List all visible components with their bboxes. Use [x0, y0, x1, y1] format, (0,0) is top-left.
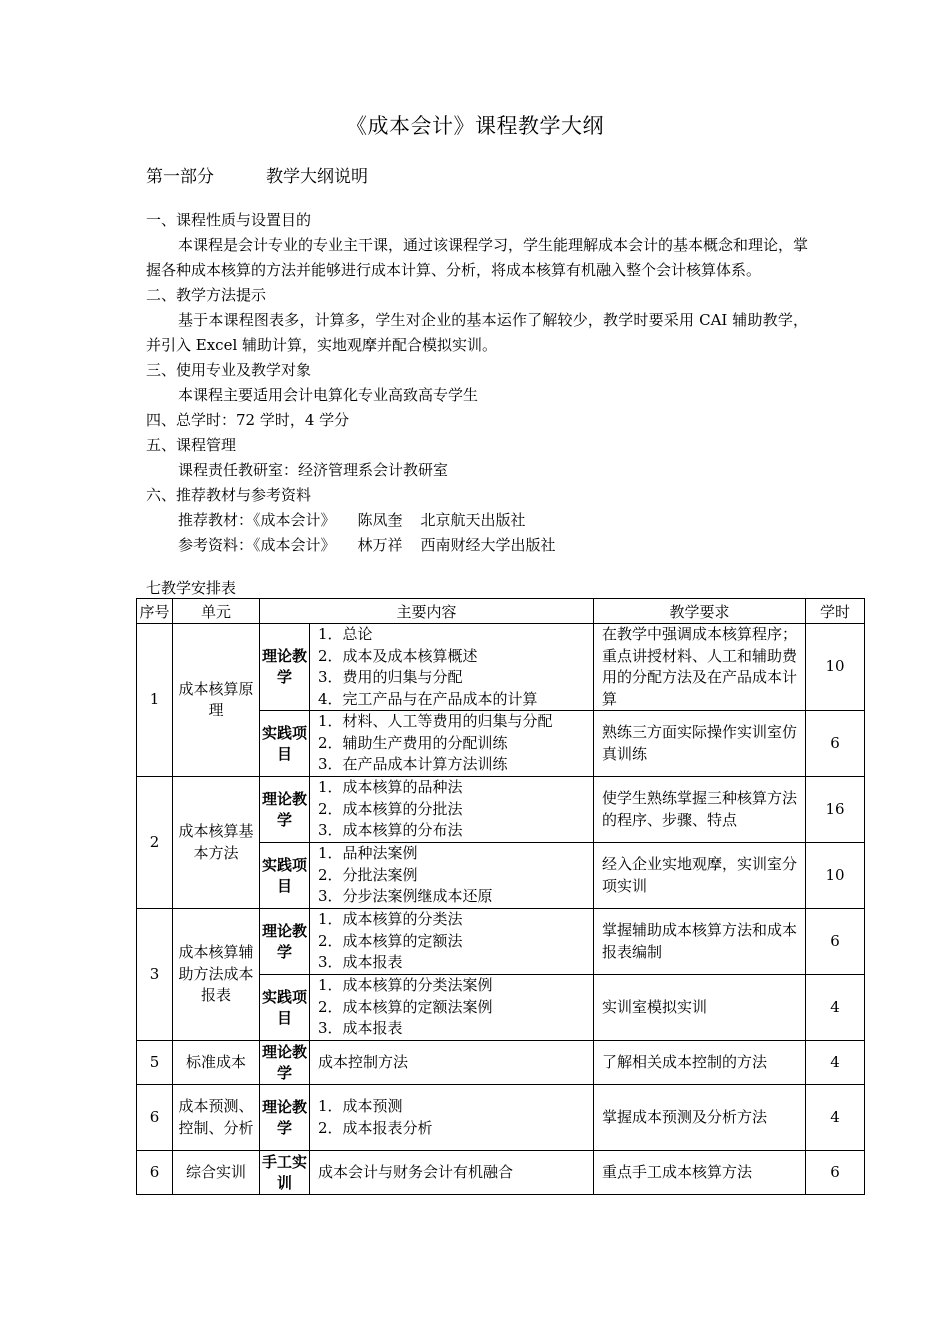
section-heading: 三、使用专业及教学对象 [146, 361, 312, 379]
table-row [137, 909, 865, 975]
content-item: 1．成本核算的分类法 [318, 910, 463, 929]
content-item: 1．成本核算的分类法案例 [318, 976, 493, 995]
table-row [137, 1041, 865, 1085]
hours-value: 4 [806, 1085, 865, 1151]
content-items [310, 711, 594, 777]
table-header-row [137, 599, 865, 624]
section-heading: 一、课程性质与设置目的 [146, 211, 312, 229]
teaching-requirement: 实训室模拟实训 [594, 975, 806, 1041]
table-row [137, 624, 865, 711]
unit-number: 5 [137, 1041, 173, 1085]
content-item: 1．总论 [318, 625, 373, 643]
ref-author: 林万祥 [357, 536, 403, 554]
header-no: 序号 [137, 599, 173, 624]
content-items [310, 1041, 594, 1085]
content-item: 3．成本报表 [318, 953, 403, 972]
unit-name: 成本核算辅助方法成本报表 [173, 909, 260, 1041]
content-item: 2．成本报表分析 [318, 1118, 433, 1137]
content-item: 2．成本核算的分批法 [318, 799, 463, 818]
hours-value: 16 [806, 777, 865, 843]
content-kind: 实践项目 [260, 975, 310, 1041]
content-kind: 手工实训 [260, 1151, 310, 1195]
content-item: 1．品种法案例 [318, 844, 418, 863]
teaching-requirement: 重点手工成本核算方法 [594, 1151, 806, 1195]
hours-value: 10 [806, 843, 865, 909]
section-text: 本课程主要适用会计电算化专业高致高专学生 [178, 386, 479, 404]
teaching-requirement: 经入企业实地观摩，实训室分项实训 [594, 843, 806, 909]
unit-name: 成本核算基本方法 [173, 777, 260, 909]
content-item: 3．在产品成本计算方法训练 [318, 755, 508, 774]
content-kind: 理论教学 [260, 1085, 310, 1151]
teaching-requirement: 使学生熟练掌握三种核算方法的程序、步骤、特点 [594, 777, 806, 843]
content-items [310, 975, 594, 1041]
content-kind: 实践项目 [260, 843, 310, 909]
content-kind: 实践项目 [260, 711, 310, 777]
section-heading: 二、教学方法提示 [146, 286, 267, 304]
content-item: 2．成本核算的定额法案例 [318, 997, 493, 1016]
content-items [310, 1151, 594, 1195]
teaching-requirement: 了解相关成本控制的方法 [594, 1041, 806, 1085]
content-item: 2．成本核算的定额法 [318, 931, 463, 950]
hours-value: 6 [806, 909, 865, 975]
section-heading: 五、课程管理 [146, 436, 237, 454]
teaching-schedule-table [136, 598, 865, 1195]
section-text: 课程责任教研室：经济管理系会计教研室 [178, 461, 449, 479]
part-heading [146, 162, 368, 187]
content-item: 成本会计与财务会计有机融合 [318, 1162, 514, 1181]
document-title: 《成本会计》课程教学大纲 [346, 114, 604, 138]
unit-number: 6 [137, 1085, 173, 1151]
ref-publisher: 北京航天出版社 [420, 511, 526, 529]
content-item: 2．分批法案例 [318, 865, 418, 884]
header-hours: 学时 [806, 599, 865, 624]
content-kind: 理论教学 [260, 624, 310, 711]
content-items [310, 1085, 594, 1151]
content-item: 3．费用的归集与分配 [318, 668, 463, 686]
content-items [310, 843, 594, 909]
content-item: 1．材料、人工等费用的归集与分配 [318, 712, 553, 731]
unit-number: 1 [137, 624, 173, 777]
part-name: 教学大纲说明 [266, 167, 368, 187]
section-heading: 六、推荐教材与参考资料 [146, 486, 312, 504]
section-text: 本课程是会计专业的专业主干课，通过该课程学习，学生能理解成本会计的基本概念和理论，掌握各种成本核算的方法并能够进行成本计算、分析，将成本核算有机融入整个会计核算体系。 [146, 236, 809, 279]
content-item: 1．成本预测 [318, 1097, 403, 1115]
content-item: 3．分步法案例继成本还原 [318, 887, 493, 906]
ref-label: 参考资料：《成本会计》 [178, 536, 336, 554]
teaching-requirement: 在教学中强调成本核算程序；重点讲授材料、人工和辅助费用的分配方法及在产品成本计算 [594, 624, 806, 711]
teaching-requirement: 掌握辅助成本核算方法和成本报表编制 [594, 909, 806, 975]
hours-value: 6 [806, 1151, 865, 1195]
section-heading: 四、总学时：72 学时，4 学分 [146, 411, 350, 429]
unit-name: 标准成本 [173, 1041, 260, 1085]
teaching-requirement: 掌握成本预测及分析方法 [594, 1085, 806, 1151]
content-kind: 理论教学 [260, 909, 310, 975]
table-row [137, 1085, 865, 1151]
hours-value: 4 [806, 975, 865, 1041]
content-kind: 理论教学 [260, 777, 310, 843]
teaching-requirement: 熟练三方面实际操作实训室仿真训练 [594, 711, 806, 777]
unit-number: 6 [137, 1151, 173, 1195]
unit-number: 3 [137, 909, 173, 1041]
unit-name: 成本预测、控制、分析 [173, 1085, 260, 1151]
part-label: 第一部分 [146, 167, 214, 187]
table-caption: 七教学安排表 [146, 579, 237, 597]
ref-author: 陈凤奎 [357, 511, 403, 529]
content-item: 成本控制方法 [318, 1052, 409, 1071]
content-item: 4．完工产品与在产品成本的计算 [318, 689, 538, 708]
hours-value: 6 [806, 711, 865, 777]
content-kind: 理论教学 [260, 1041, 310, 1085]
hours-value: 10 [806, 624, 865, 711]
reference-material [146, 533, 808, 558]
content-item: 2．成本及成本核算概述 [318, 646, 478, 665]
unit-name: 综合实训 [173, 1151, 260, 1195]
content-item: 3．成本核算的分布法 [318, 821, 463, 840]
content-items [310, 909, 594, 975]
unit-name: 成本核算原理 [173, 624, 260, 777]
header-content: 主要内容 [260, 599, 594, 624]
header-unit: 单元 [173, 599, 260, 624]
hours-value: 4 [806, 1041, 865, 1085]
reference-textbook [146, 508, 808, 533]
table-row [137, 777, 865, 843]
content-items [310, 777, 594, 843]
unit-number: 2 [137, 777, 173, 909]
table-row [137, 1151, 865, 1195]
content-items [310, 624, 594, 711]
content-item: 2．辅助生产费用的分配训练 [318, 733, 508, 752]
ref-label: 推荐教材：《成本会计》 [178, 511, 336, 529]
syllabus-body [146, 208, 808, 558]
section-text: 基于本课程图表多，计算多，学生对企业的基本运作了解较少，教学时要采用 CAI 辅助教学，并引入 Excel 辅助计算，实地观摩并配合模拟实训。 [146, 311, 808, 354]
content-item: 1．成本核算的品种法 [318, 778, 463, 797]
content-item: 3．成本报表 [318, 1019, 403, 1038]
ref-publisher: 西南财经大学出版社 [420, 536, 556, 554]
header-requirement: 教学要求 [594, 599, 806, 624]
